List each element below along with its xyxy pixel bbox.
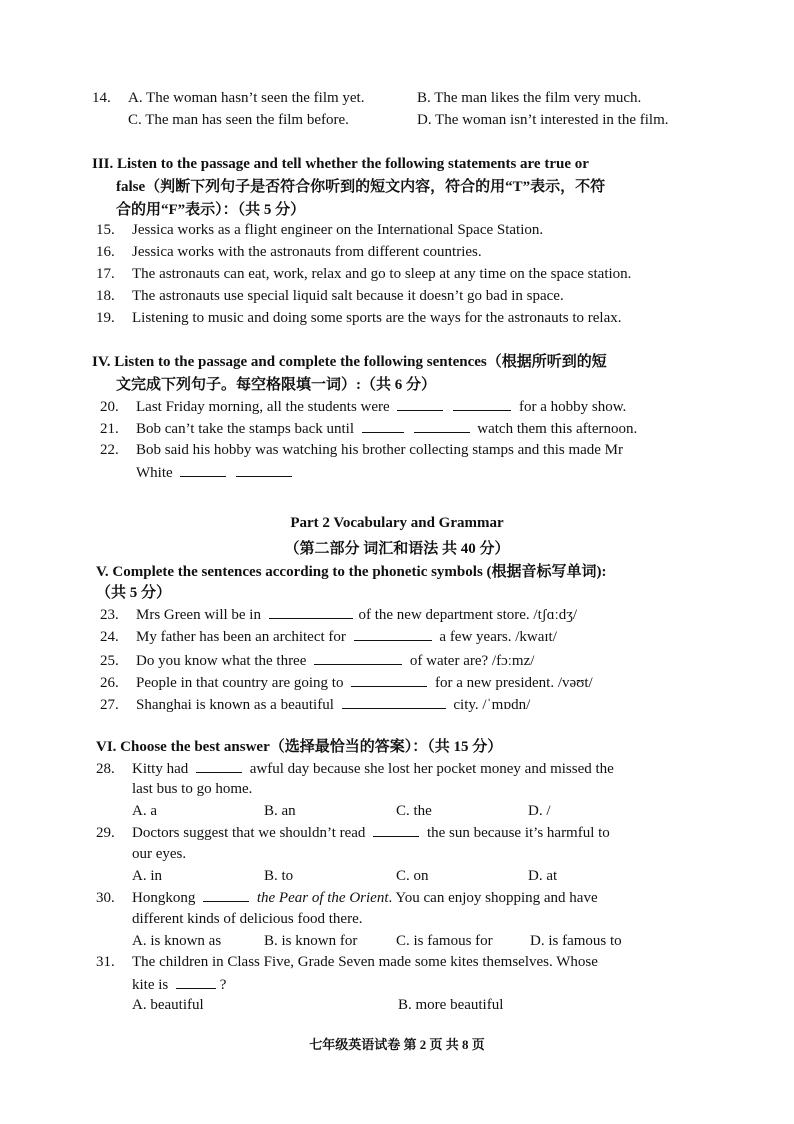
option-b: B. an [264,803,296,819]
option-a: A. in [132,868,162,884]
question-22-line2: White [136,462,292,483]
option-a: A. beautiful [132,997,204,1013]
question-26: 26. People in that country are going to for a new president. /vəʊt/ [100,672,593,693]
section-4-heading-line2: 文完成下列句子。每空格限填一词）:（共 6 分） [116,377,436,393]
option-b: B. is known for [264,933,358,949]
answer-blank[interactable] [414,418,470,433]
answer-blank[interactable] [180,462,226,477]
question-23: 23. Mrs Green will be in of the new department store. /tʃɑːdʒ/ [100,604,577,625]
answer-blank[interactable] [196,758,242,773]
option-d: D. is famous to [530,933,622,949]
section-6-heading: VI. Choose the best answer（选择最恰当的答案）：（共 15 分） [96,739,503,755]
question-19: 19. Listening to music and doing some sports are the ways for the astronauts to relax. [96,310,622,326]
question-28: 28. Kitty had awful day because she lost her pocket money and missed the [96,758,614,779]
option-c: C. is famous for [396,933,493,949]
option-b: B. The man likes the film very much. [417,90,642,106]
answer-blank[interactable] [236,462,292,477]
answer-blank[interactable] [351,672,427,687]
question-28-line2: last bus to go home. [132,781,253,797]
question-15: 15. Jessica works as a flight engineer on the International Space Station. [96,222,544,238]
option-a: A. The woman hasn’t seen the film yet. [128,90,365,106]
question-25: 25. Do you know what the three of water are? /fɔːmz/ [100,650,534,671]
question-30-line2: different kinds of delicious food there. [132,911,363,927]
option-c: C. on [396,868,429,884]
question-18: 18. The astronauts use special liquid salt because it doesn’t go bad in space. [96,288,564,304]
section-5-heading: V. Complete the sentences according to the phonetic symbols (根据音标写单词): [96,564,607,580]
part-2-subtitle: （第二部分 词汇和语法 共 40 分） [284,541,510,557]
question-24: 24. My father has been an architect for a few years. /kwaɪt/ [100,626,557,647]
answer-blank[interactable] [176,974,216,989]
answer-blank[interactable] [373,822,419,837]
answer-blank[interactable] [314,650,402,665]
page-footer: 七年级英语试卷 第 2 页 共 8 页 [309,1037,485,1052]
option-b: B. to [264,868,294,884]
section-5-heading-line2: （共 5 分） [96,585,172,601]
answer-blank[interactable] [342,694,446,709]
option-d: D. The woman isn’t interested in the film. [417,112,669,128]
question-31-line2: kite is ? [132,974,226,995]
answer-blank[interactable] [397,396,443,411]
option-b: B. more beautiful [398,997,504,1013]
option-c: C. the [396,803,432,819]
question-20: 20. Last Friday morning, all the students were for a hobby show. [100,396,626,417]
answer-blank[interactable] [453,396,511,411]
section-3-heading: III. Listen to the passage and tell whether the following statements are true or [92,156,589,172]
question-31: 31. The children in Class Five, Grade Seven made some kites themselves. Whose [96,954,598,970]
option-c: C. The man has seen the film before. [128,112,349,128]
question-number: 14. [92,90,111,106]
question-16: 16. Jessica works with the astronauts from different countries. [96,244,482,260]
part-2-title: Part 2 Vocabulary and Grammar [290,515,504,531]
section-3-heading-line2: false（判断下列句子是否符合你听到的短文内容，符合的用“T”表示，不符 [116,179,606,195]
question-29: 29. Doctors suggest that we shouldn’t read the sun because it’s harmful to [96,822,610,843]
question-29-line2: our eyes. [132,846,187,862]
section-4-heading: IV. Listen to the passage and complete the following sentences（根据所听到的短 [92,354,607,370]
question-27: 27. Shanghai is known as a beautiful city. /ˈmɒdn/ [100,694,530,715]
question-30: 30. Hongkong the Pear of the Orient. You can enjoy shopping and have [96,887,598,908]
option-d: D. at [528,868,558,884]
question-22: 22. Bob said his hobby was watching his brother collecting stamps and this made Mr [100,442,624,458]
section-3-heading-line3: 合的用“F”表示）：（共 5 分） [116,202,306,218]
option-d: D. / [528,803,551,819]
answer-blank[interactable] [362,418,404,433]
answer-blank[interactable] [203,887,249,902]
question-21: 21. Bob can’t take the stamps back until watch them this afternoon. [100,418,637,439]
question-14 [92,88,364,108]
question-17: 17. The astronauts can eat, work, relax and go to sleep at any time on the space station. [96,266,632,282]
answer-blank[interactable] [269,604,353,619]
option-a: A. is known as [132,933,222,949]
answer-blank[interactable] [354,626,432,641]
option-a: A. a [132,803,157,819]
